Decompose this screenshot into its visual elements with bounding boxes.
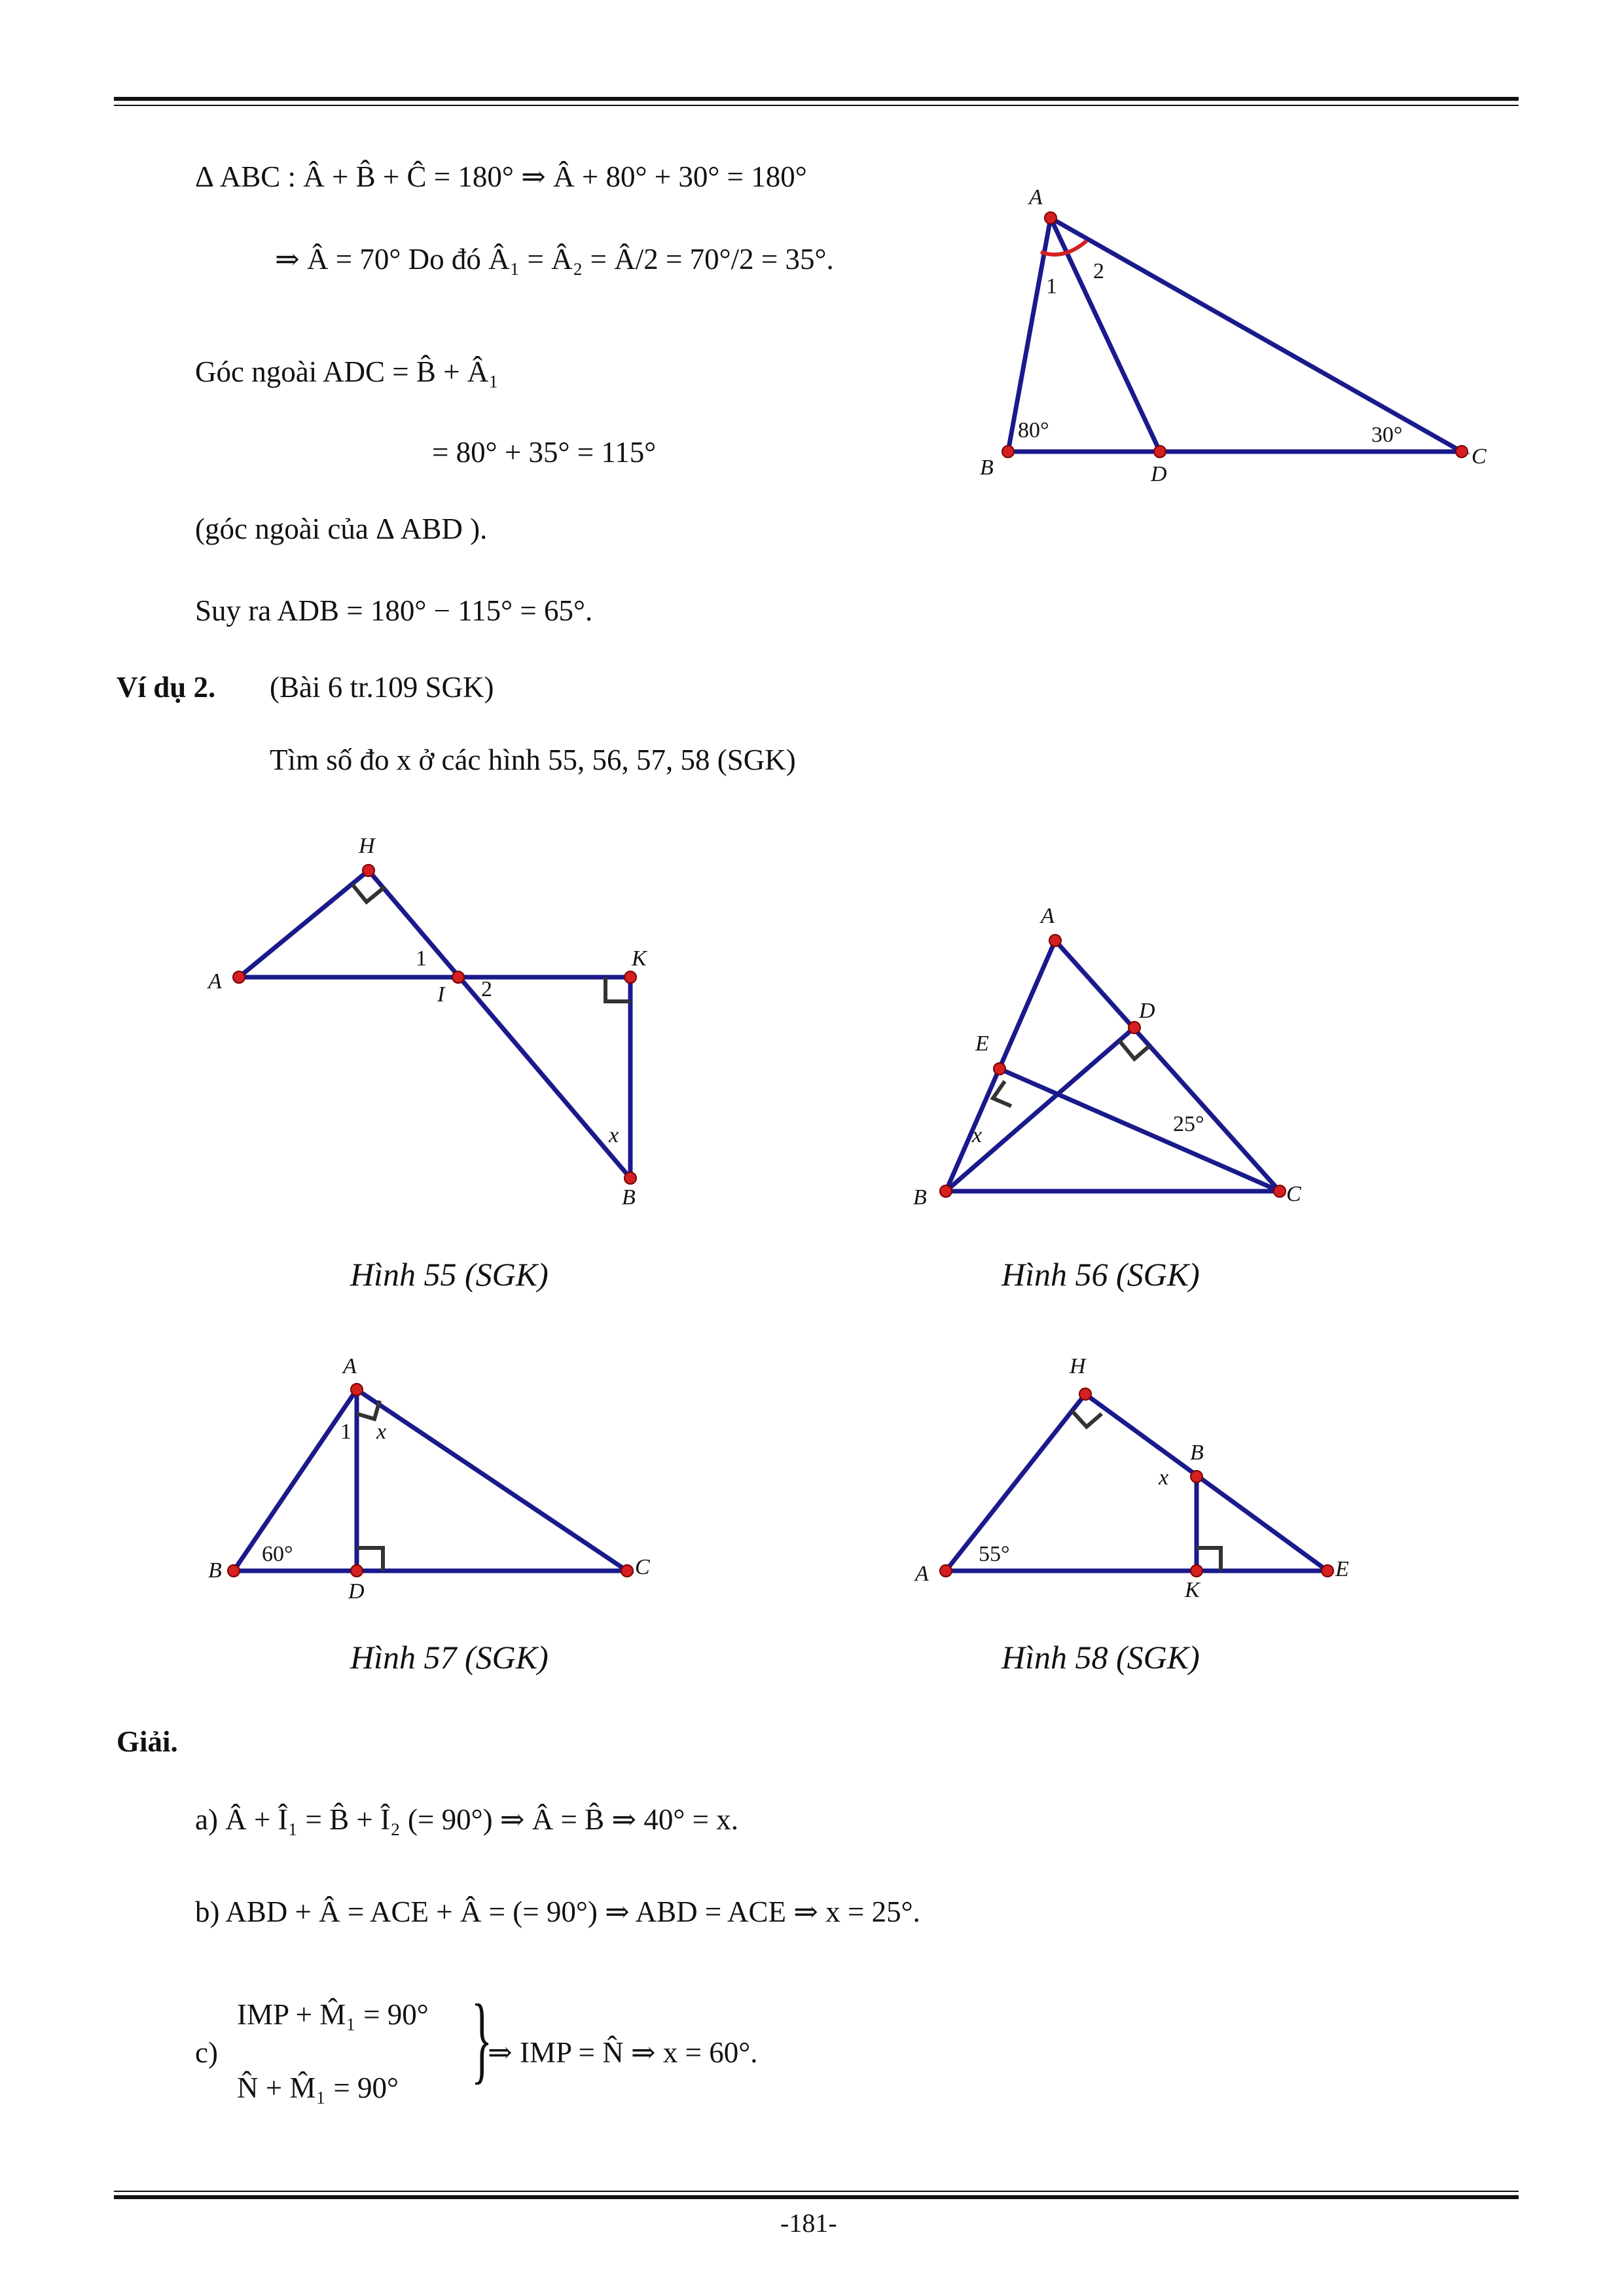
main-point-c [1456,446,1468,457]
f58-label-55: 55° [979,1542,1010,1566]
f55-label-2: 2 [481,977,492,1001]
main-triangle [1008,218,1462,452]
example-ref: (Bài 6 tr.109 SGK) [270,671,494,704]
main-label-30: 30° [1371,423,1403,447]
f58-point-b [1191,1471,1202,1482]
f55-label-h: H [359,834,375,858]
solution-line-2: ⇒ Â = 70° Do đó Â₁ = Â₂ = Â/2 = 70°/2 = 35°. [275,243,834,276]
f57-label-a: A [343,1354,357,1378]
f58-label-k: K [1185,1578,1200,1602]
f56-label-a: A [1041,904,1055,928]
f58-label-e: E [1335,1557,1349,1581]
solution-c-brace: } [471,1984,493,2093]
main-label-1: 1 [1046,274,1057,298]
solution-c-label: c) [195,2036,218,2069]
f56-point-c [1274,1185,1286,1197]
f55-point-k [624,971,636,983]
f56-point-e [994,1063,1005,1075]
solution-line-1: Δ ABC : Â + B̂ + Ĉ = 180° ⇒ Â + 80° + 30° = 180° [195,160,807,193]
f55-point-i [452,971,464,983]
solution-line-5: (góc ngoài của Δ ABD ). [195,512,488,545]
solution-a: a) Â + Î₁ = B̂ + Î₂ (= 90°) ⇒ Â = B̂ ⇒ 40° = x. [195,1803,738,1836]
caption-57: Hình 57 (SGK) [350,1639,549,1676]
page-number: -181- [780,2208,837,2238]
f58-label-b: B [1190,1441,1204,1465]
f55-label-i: I [437,982,445,1007]
f56-label-e: E [975,1031,989,1056]
f57-label-b: B [208,1558,222,1583]
f56-point-b [940,1185,952,1197]
main-label-a: A [1029,185,1043,209]
f57-point-a [351,1384,363,1395]
f55-seg-ah [239,870,369,977]
caption-56: Hình 56 (SGK) [1001,1256,1200,1293]
solution-title: Giải. [117,1725,178,1758]
f56-seg-bd [946,1028,1134,1191]
f58-right-angle-h [1072,1411,1102,1427]
f56-label-c: C [1286,1182,1301,1206]
f57-label-1: 1 [340,1420,352,1444]
f56-label-b: B [913,1185,927,1210]
f56-label-25: 25° [1173,1112,1204,1136]
f56-label-d: D [1139,999,1155,1023]
main-label-80: 80° [1018,418,1049,442]
f56-label-x: x [972,1123,983,1147]
f57-label-60: 60° [262,1542,293,1566]
solution-c3: ⇒ IMP = N̂ ⇒ x = 60°. [488,2036,758,2069]
f55-label-a: A [208,969,222,994]
f55-seg-hb [369,870,630,1178]
f58-label-h: H [1070,1354,1086,1378]
solution-line-4: = 80° + 35° = 115° [432,436,657,469]
f58-label-x: x [1159,1465,1169,1490]
main-label-2: 2 [1093,259,1104,283]
example-label: Ví dụ 2. [117,671,216,704]
main-label-d: D [1151,462,1167,486]
f58-point-k [1191,1565,1202,1577]
f55-label-1: 1 [416,946,427,971]
f57-label-x: x [376,1420,387,1444]
solution-c2: N̂ + M̂₁ = 90° [237,2072,399,2104]
caption-58: Hình 58 (SGK) [1001,1639,1200,1676]
main-point-b [1002,446,1014,457]
solution-line-6: Suy ra ADB = 180° − 115° = 65°. [195,594,593,627]
f55-point-h [363,865,374,876]
f55-label-b: B [622,1185,636,1210]
f57-label-c: C [635,1555,650,1579]
f56-seg-ce [1000,1069,1280,1191]
f55-point-a [233,971,245,983]
f57-label-d: D [348,1579,365,1604]
main-point-d [1154,446,1166,457]
solution-line-3: Góc ngoài ADC = B̂ + Â₁ [195,355,499,388]
f57-point-c [621,1565,633,1577]
caption-55: Hình 55 (SGK) [350,1256,549,1293]
main-label-b: B [980,456,994,480]
main-point-a [1045,212,1056,224]
f55-point-b [624,1172,636,1184]
f58-point-h [1079,1388,1091,1400]
f55-label-x: x [609,1123,619,1147]
f56-point-d [1128,1022,1140,1033]
f57-point-d [351,1565,363,1577]
solution-c1: IMP + M̂₁ = 90° [237,1998,429,2031]
f58-label-a: A [915,1562,929,1586]
f56-right-angle-e [993,1081,1011,1106]
example-task: Tìm số đo x ở các hình 55, 56, 57, 58 (SGK) [270,744,796,776]
f55-label-k: K [632,946,647,971]
solution-b: b) ABD + Â = ACE + Â = (= 90°) ⇒ ABD = ACE ⇒ x = 25°. [195,1895,920,1928]
main-label-c: C [1471,444,1487,469]
f58-point-a [940,1565,952,1577]
f56-point-a [1049,935,1061,946]
f58-point-e [1322,1565,1333,1577]
f57-point-b [228,1565,240,1577]
